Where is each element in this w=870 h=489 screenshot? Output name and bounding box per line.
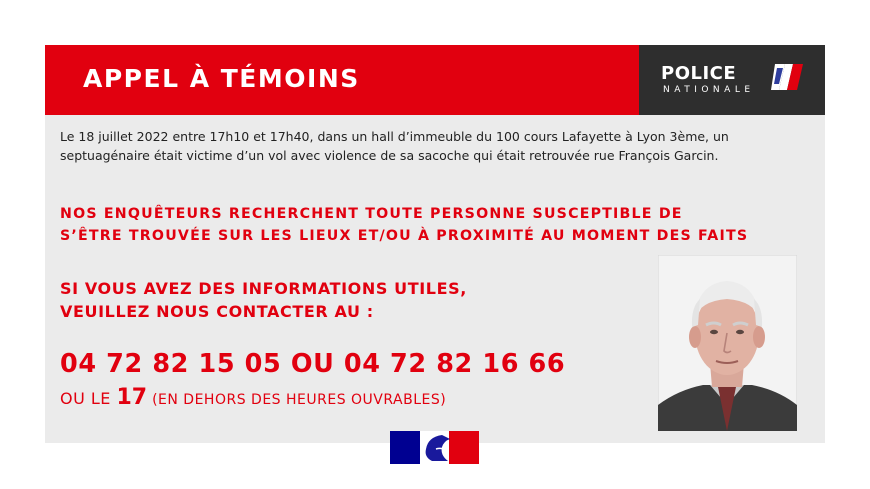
victim-portrait <box>658 255 797 431</box>
emergency-number: 17 <box>116 385 148 410</box>
appeal-card <box>45 45 825 443</box>
contact-prompt <box>60 277 467 323</box>
emergency-line <box>60 385 446 410</box>
hours-note: (EN DEHORS DES HEURES OUVRABLES) <box>147 392 447 408</box>
or-text: OU LE <box>60 389 117 408</box>
search-notice-line-1: NOS ENQUÊTEURS RECHERCHENT TOUTE PERSONNE SUSCEPTIBLE DE <box>60 206 683 222</box>
logo-nationale-text: NATIONALE <box>663 85 755 95</box>
page-title: APPEL À TÉMOINS <box>83 64 360 93</box>
police-logo <box>639 45 825 115</box>
logo-police-text: POLICE <box>661 63 737 84</box>
police-tricolor-flag-icon <box>771 62 803 92</box>
search-notice-line-2: S’ÊTRE TROUVÉE SUR LES LIEUX ET/OU À PROXIMITÉ AU MOMENT DES FAITS <box>60 228 749 244</box>
contact-prompt-line-2: VEUILLEZ NOUS CONTACTER AU : <box>60 302 374 321</box>
title-banner <box>45 45 639 115</box>
contact-prompt-line-1: SI VOUS AVEZ DES INFORMATIONS UTILES, <box>60 279 467 298</box>
phone-numbers: 04 72 82 15 05 OU 04 72 82 16 66 <box>60 349 566 379</box>
incident-description: Le 18 juillet 2022 entre 17h10 et 17h40, dans un hall d’immeuble du 100 cours Lafayette à Lyon 3ème, un septuagénaire était victime d’un vol avec violence de sa sacoche qui était retrouvée rue François Garcin. <box>60 129 729 163</box>
search-notice <box>60 203 820 247</box>
marianne-logo-icon <box>390 431 479 464</box>
